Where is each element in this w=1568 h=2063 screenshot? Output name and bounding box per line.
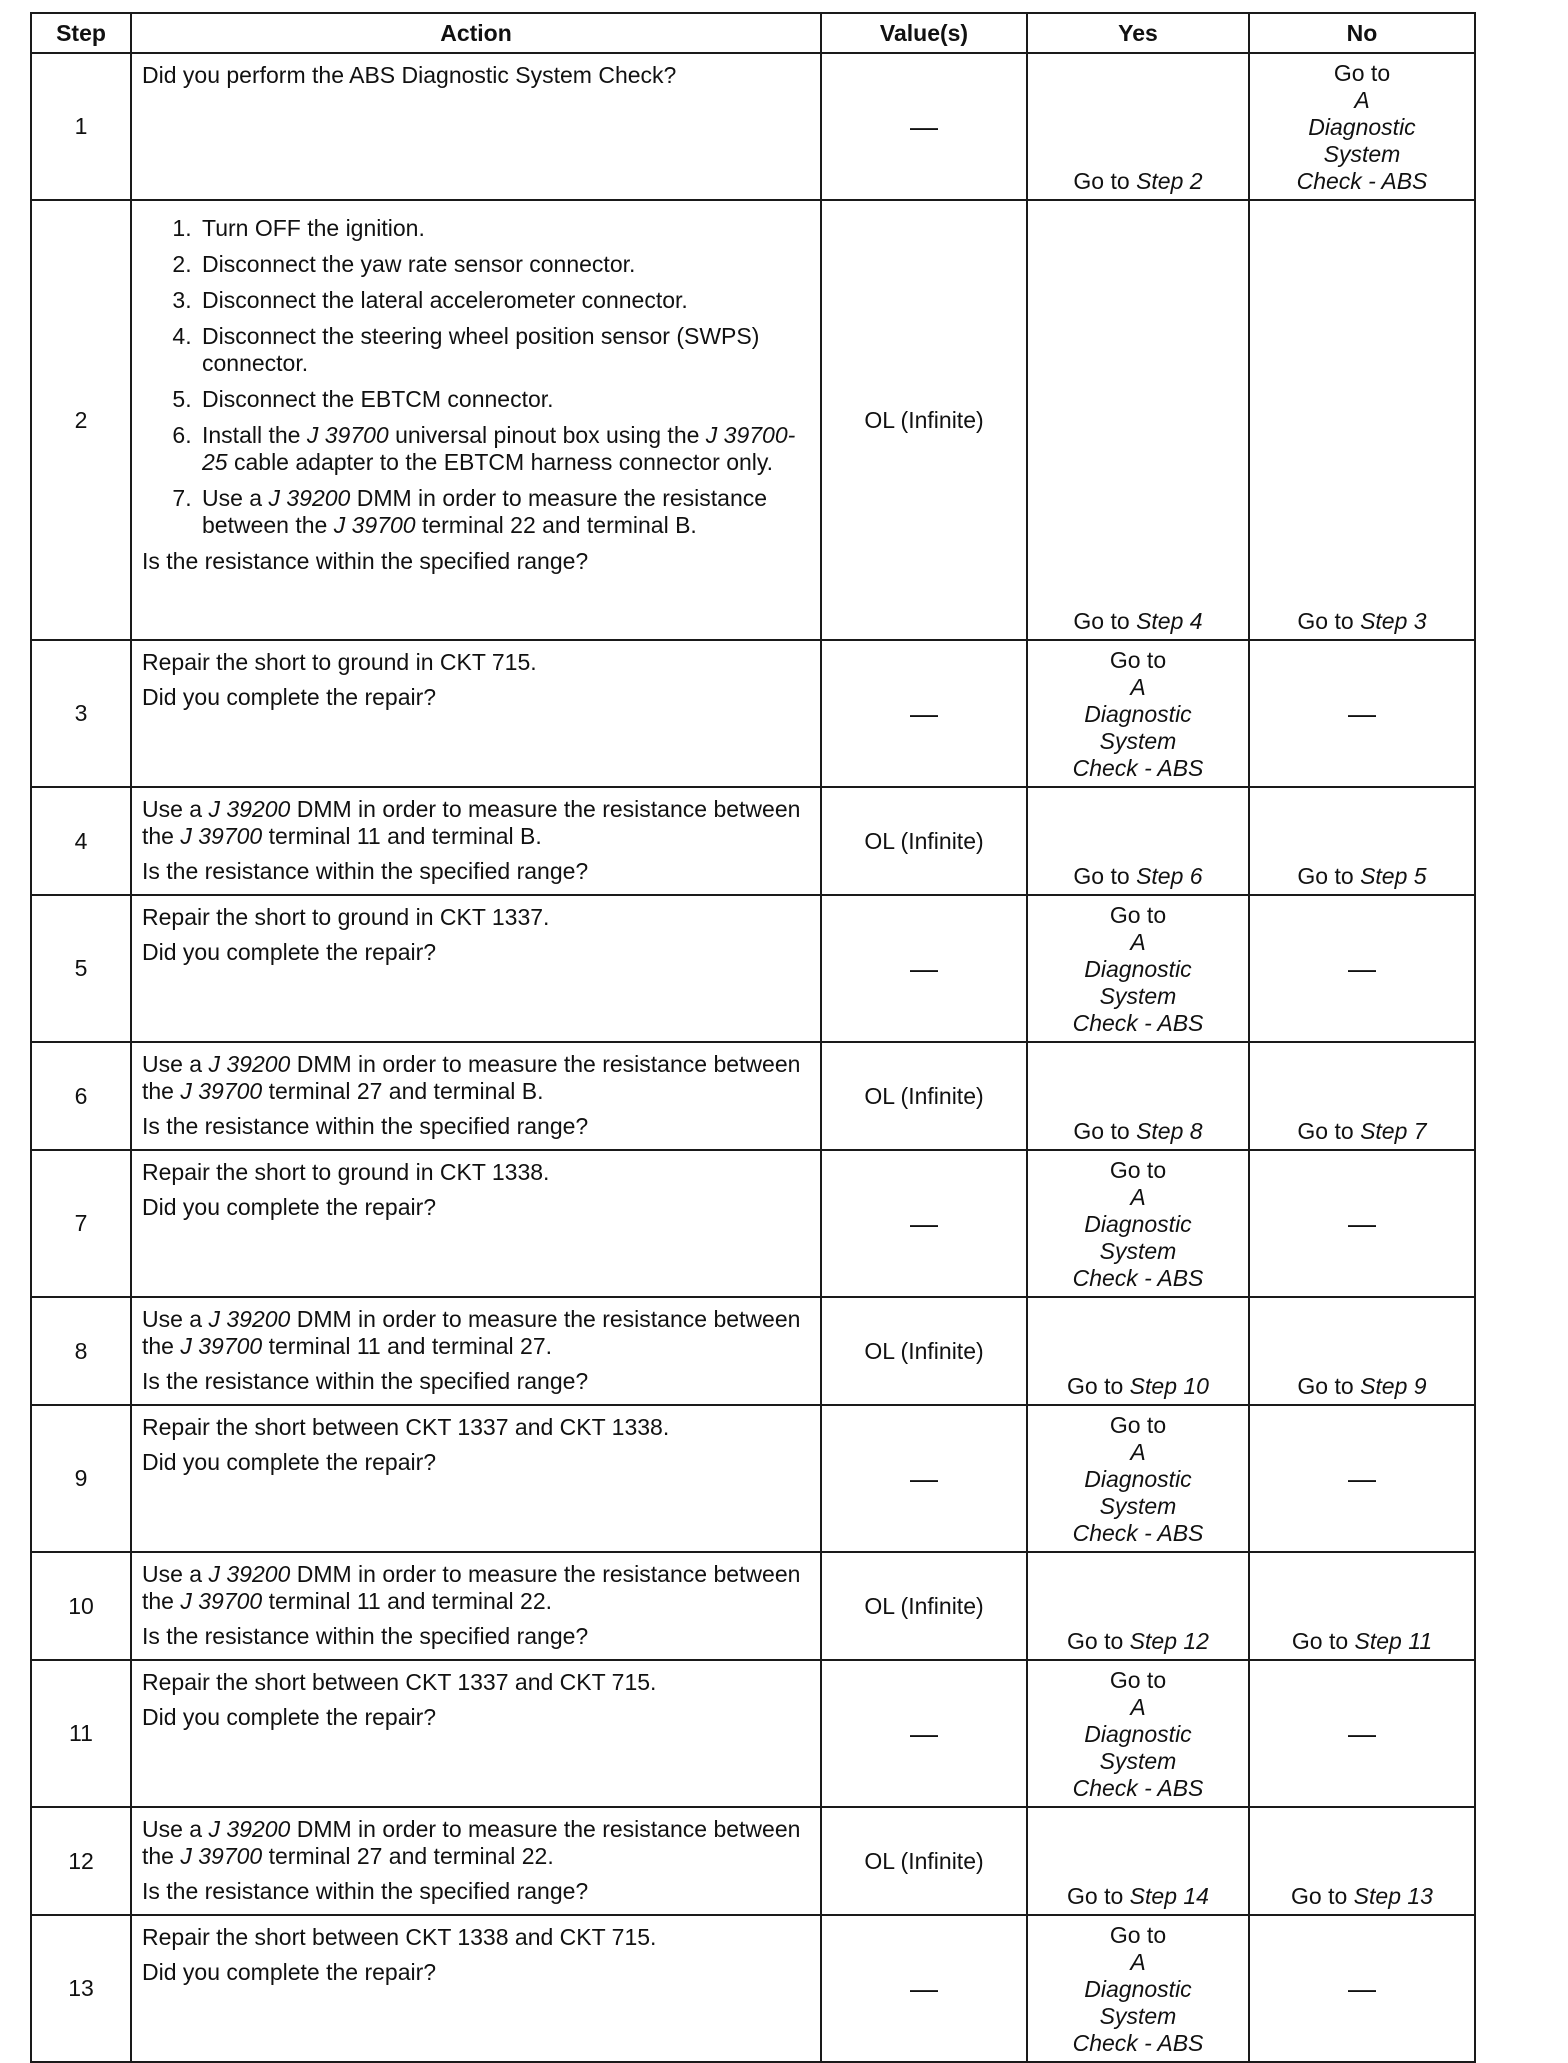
step-link: Step 9 — [1360, 1373, 1427, 1399]
step-number: 13 — [31, 1915, 131, 2062]
step-number: 8 — [31, 1297, 131, 1405]
value-cell: OL (Infinite) — [821, 1807, 1027, 1915]
step-link: Step 10 — [1129, 1373, 1209, 1399]
action-cell: Use a J 39200 DMM in order to measure the resistance between the J 39700 terminal 11 and terminal 27. Is the resistance within the specified range? — [131, 1297, 821, 1405]
step-number: 4 — [31, 787, 131, 895]
table-row — [31, 787, 1475, 895]
table-row — [31, 53, 1475, 200]
action-cell: Repair the short to ground in CKT 1338. Did you complete the repair? — [131, 1150, 821, 1297]
goto-diagnostic-check: Go to A Diagnostic System Check - ABS — [1072, 902, 1204, 1036]
no-cell: — — [1249, 1915, 1475, 2062]
no-cell: Go to Step 7 — [1249, 1042, 1475, 1150]
table-row — [31, 1297, 1475, 1405]
no-cell: Go to Step 5 — [1249, 787, 1475, 895]
yes-cell: Go to Step 8 — [1027, 1042, 1249, 1150]
yes-cell: Go to Step 4 — [1027, 200, 1249, 640]
yes-cell — [1027, 1150, 1249, 1297]
action-cell — [131, 200, 821, 640]
action-cell: Repair the short between CKT 1337 and CKT 715. Did you complete the repair? — [131, 1660, 821, 1807]
header-values: Value(s) — [821, 13, 1027, 53]
goto-diagnostic-check: Go to A Diagnostic System Check - ABS — [1072, 1412, 1204, 1546]
action-question: Is the resistance within the specified range? — [142, 1113, 589, 1139]
step-number: 12 — [31, 1807, 131, 1915]
action-question: Is the resistance within the specified range? — [142, 548, 589, 574]
action-cell: Use a J 39200 DMM in order to measure the resistance between the J 39700 terminal 11 and terminal 22. Is the resistance within the specified range? — [131, 1552, 821, 1660]
action-question: Is the resistance within the specified range? — [142, 1878, 589, 1904]
action-cell: Use a J 39200 DMM in order to measure the resistance between the J 39700 terminal 27 and terminal 22. Is the resistance within the specified range? — [131, 1807, 821, 1915]
no-cell: Go to Step 11 — [1249, 1552, 1475, 1660]
step-number: 2 — [31, 200, 131, 640]
no-cell: Go to Step 13 — [1249, 1807, 1475, 1915]
no-cell: — — [1249, 1150, 1475, 1297]
yes-cell: Go to Step 10 — [1027, 1297, 1249, 1405]
action-question: Did you complete the repair? — [142, 939, 437, 965]
step-number: 9 — [31, 1405, 131, 1552]
action-question: Is the resistance within the specified range? — [142, 1623, 589, 1649]
action-question: Did you complete the repair? — [142, 1449, 437, 1475]
step-number: 3 — [31, 640, 131, 787]
goto-diagnostic-check: Go to A Diagnostic System Check - ABS — [1072, 1922, 1204, 2056]
yes-cell: Go to Step 14 — [1027, 1807, 1249, 1915]
procedure-item: 7. Use a J 39200 DMM in order to measure the resistance between the J 39700 terminal 22 and terminal B. — [198, 485, 810, 539]
table-row — [31, 1552, 1475, 1660]
header-no: No — [1249, 13, 1475, 53]
table-row — [31, 1042, 1475, 1150]
action-cell: Repair the short to ground in CKT 1337. Did you complete the repair? — [131, 895, 821, 1042]
diagnostic-table-page — [30, 12, 1474, 2063]
action-question: Is the resistance within the specified range? — [142, 1368, 589, 1394]
value-cell: — — [821, 640, 1027, 787]
action-cell — [131, 53, 821, 200]
yes-cell — [1027, 1915, 1249, 2062]
procedure-item: 5. Disconnect the EBTCM connector. — [198, 386, 810, 413]
table-row — [31, 1807, 1475, 1915]
action-cell: Repair the short to ground in CKT 715. Did you complete the repair? — [131, 640, 821, 787]
value-cell: OL (Infinite) — [821, 200, 1027, 640]
yes-cell — [1027, 895, 1249, 1042]
no-cell: Go to Step 3 — [1249, 200, 1475, 640]
action-cell: Use a J 39200 DMM in order to measure the resistance between the J 39700 terminal 27 and terminal B. Is the resistance within the specified range? — [131, 1042, 821, 1150]
table-row — [31, 1405, 1475, 1552]
table-row — [31, 1915, 1475, 2062]
goto-diagnostic-check: Go to A Diagnostic System Check - ABS — [1296, 60, 1428, 194]
no-cell: Go to Step 9 — [1249, 1297, 1475, 1405]
step-link: Step 13 — [1353, 1883, 1433, 1909]
procedure-item: 6. Install the J 39700 universal pinout box using the J 39700-25 cable adapter to the EBTCM harness connector only. — [198, 422, 810, 476]
step-number: 5 — [31, 895, 131, 1042]
step-link: Step 2 — [1136, 168, 1203, 194]
step-link: Step 5 — [1360, 863, 1427, 889]
step-number: 10 — [31, 1552, 131, 1660]
value-cell: — — [821, 1915, 1027, 2062]
procedure-item: 3. Disconnect the lateral accelerometer connector. — [198, 287, 810, 314]
action-question: Is the resistance within the specified range? — [142, 858, 589, 884]
procedure-item: 4. Disconnect the steering wheel position sensor (SWPS) connector. — [198, 323, 810, 377]
goto-diagnostic-check: Go to A Diagnostic System Check - ABS — [1072, 647, 1204, 781]
step-link: Step 3 — [1360, 608, 1427, 634]
goto-prefix: Go to — [1073, 168, 1137, 194]
value-cell: — — [821, 1405, 1027, 1552]
diagnostic-table — [30, 12, 1476, 2063]
header-row — [31, 13, 1475, 53]
goto-diagnostic-check: Go to A Diagnostic System Check - ABS — [1072, 1667, 1204, 1801]
step-link: Step 8 — [1136, 1118, 1203, 1144]
header-action: Action — [131, 13, 821, 53]
no-cell: — — [1249, 895, 1475, 1042]
step-number: 11 — [31, 1660, 131, 1807]
step-link: Step 12 — [1129, 1628, 1209, 1654]
action-question: Did you complete the repair? — [142, 684, 437, 710]
yes-cell — [1027, 640, 1249, 787]
step-link: Step 6 — [1136, 863, 1203, 889]
step-link: Step 14 — [1129, 1883, 1209, 1909]
procedure-item: 2. Disconnect the yaw rate sensor connector. — [198, 251, 810, 278]
yes-cell: Go to Step 12 — [1027, 1552, 1249, 1660]
step-link: Step 11 — [1354, 1628, 1433, 1654]
action-question: Did you complete the repair? — [142, 1194, 437, 1220]
value-cell: — — [821, 895, 1027, 1042]
value-cell: — — [821, 1660, 1027, 1807]
step-number: 1 — [31, 53, 131, 200]
action-cell: Use a J 39200 DMM in order to measure the resistance between the J 39700 terminal 11 and terminal B. Is the resistance within the specified range? — [131, 787, 821, 895]
value-cell: OL (Infinite) — [821, 1042, 1027, 1150]
goto-diagnostic-check: Go to A Diagnostic System Check - ABS — [1072, 1157, 1204, 1291]
table-row — [31, 200, 1475, 640]
header-yes: Yes — [1027, 13, 1249, 53]
action-question: Did you complete the repair? — [142, 1704, 437, 1730]
table-row — [31, 895, 1475, 1042]
action-question: Did you complete the repair? — [142, 1959, 437, 1985]
procedure-item: 1. Turn OFF the ignition. — [198, 215, 810, 242]
no-cell: — — [1249, 640, 1475, 787]
table-row — [31, 640, 1475, 787]
table-row — [31, 1150, 1475, 1297]
procedure-list — [142, 215, 810, 539]
header-step: Step — [31, 13, 131, 53]
table-row — [31, 1660, 1475, 1807]
yes-cell — [1027, 1405, 1249, 1552]
no-cell — [1249, 53, 1475, 200]
value-cell: OL (Infinite) — [821, 787, 1027, 895]
value-cell: OL (Infinite) — [821, 1297, 1027, 1405]
action-question: Did you perform the ABS Diagnostic System Check? — [142, 62, 677, 88]
yes-cell: Go to Step 6 — [1027, 787, 1249, 895]
yes-cell — [1027, 1660, 1249, 1807]
no-cell: — — [1249, 1405, 1475, 1552]
step-link: Step 7 — [1360, 1118, 1427, 1144]
value-cell: — — [821, 53, 1027, 200]
action-cell: Repair the short between CKT 1338 and CKT 715. Did you complete the repair? — [131, 1915, 821, 2062]
step-number: 6 — [31, 1042, 131, 1150]
yes-cell — [1027, 53, 1249, 200]
value-cell: — — [821, 1150, 1027, 1297]
step-link: Step 4 — [1136, 608, 1203, 634]
step-number: 7 — [31, 1150, 131, 1297]
value-cell: OL (Infinite) — [821, 1552, 1027, 1660]
no-cell: — — [1249, 1660, 1475, 1807]
action-cell: Repair the short between CKT 1337 and CKT 1338. Did you complete the repair? — [131, 1405, 821, 1552]
